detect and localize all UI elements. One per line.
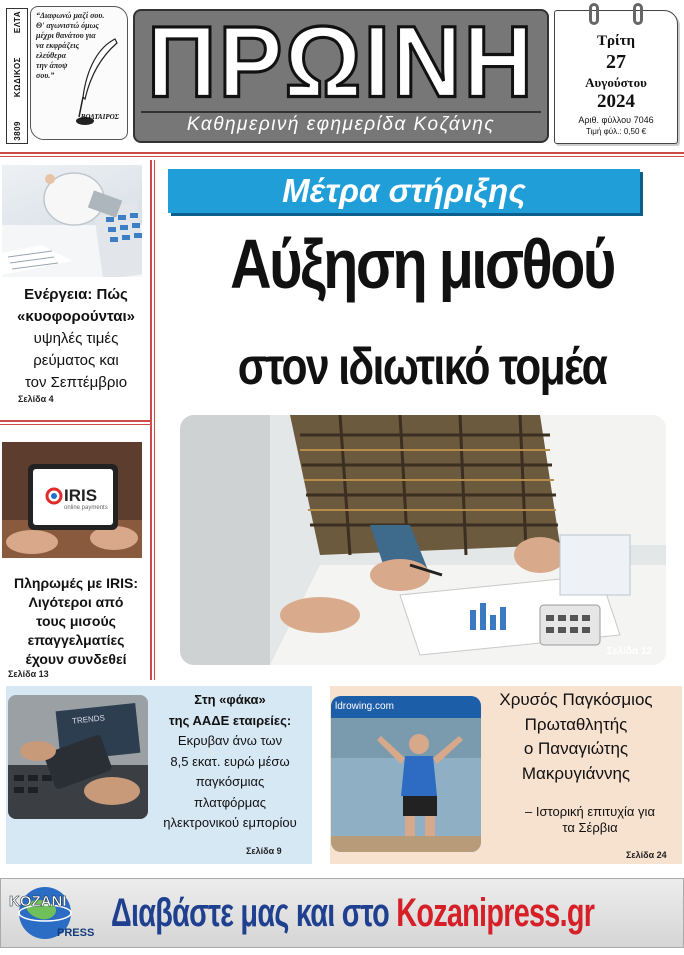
energy-headline-line: Ενέργεια: Πώς — [24, 286, 128, 303]
aade-headline-line: της ΑΑΔΕ εταιρείες: — [168, 712, 292, 728]
rower-headline-line: Χρυσός Παγκόσμιος — [499, 690, 653, 709]
energy-photo — [2, 165, 142, 277]
page-reference: Σελίδα 13 — [8, 669, 49, 679]
energy-headline-line: υψηλές τιμές — [33, 330, 119, 347]
calendar-ring-icon — [589, 3, 599, 25]
calendar-ring-icon — [633, 3, 643, 25]
voltaire-quote: “Διαφωνώ μαζί σου. Θ' αγωνιστώ όμως μέχρι θανάτου για να εκφράζεις ελεύθερα την άποψ σου.” — [36, 11, 105, 80]
page-reference: Σελίδα 9 — [246, 846, 282, 856]
page-reference: Σελίδα 24 — [626, 850, 667, 860]
issue-number: Αριθ. φύλλου 7046 — [578, 115, 654, 125]
weekday: Τρίτη — [596, 33, 636, 49]
iris-brand: IRIS — [64, 486, 98, 505]
card-screen-label: TRENDS — [71, 713, 106, 726]
newspaper-subtitle: Καθημερινή εφημερίδα Κοζάνης — [141, 111, 541, 137]
main-kicker: Μέτρα στήριξης — [168, 169, 640, 213]
logo-top-text: KOZANI — [9, 893, 67, 910]
kozanipress-logo — [7, 883, 103, 943]
aade-headline-line: ηλεκτρονικού εμπορίου — [163, 815, 297, 830]
page-reference: Σελίδα 4 — [18, 394, 54, 404]
main-headline: Αύξηση μισθού — [230, 225, 614, 303]
iris-headline-line: τους μισούς — [36, 613, 116, 629]
divider — [0, 156, 684, 157]
day-number: 27 — [606, 51, 626, 73]
quote-author: ΒΟΛΤΑΙΡΟΣ — [80, 113, 119, 121]
date-calendar — [554, 10, 678, 144]
rower-photo — [331, 696, 481, 852]
postal-code-strip — [6, 8, 28, 144]
iris-headline-line: έχουν συνδεθεί — [25, 651, 127, 667]
rower-headline-line: ο Παναγιώτης — [523, 739, 629, 758]
rower-subheadline — [500, 804, 680, 836]
main-subheadline: στον ιδιωτικό τομέα — [237, 338, 607, 396]
issue-price: Τιμή φύλ.: 0,50 € — [585, 127, 647, 136]
rower-headline-line: Μακρυγιάννης — [521, 763, 631, 783]
voltaire-quote-scroll — [30, 6, 128, 140]
kozanipress-banner[interactable] — [0, 878, 684, 948]
rower-subheadline-line: – Ιστορική επιτυχία για — [525, 804, 655, 819]
code-label: ΚΩΔΙΚΟΣ — [12, 57, 22, 98]
iris-photo — [2, 442, 142, 558]
newspaper-title: ΠΡΩΙΝΗ — [147, 9, 535, 119]
logo-bottom-text: PRESS — [57, 927, 95, 939]
aade-headline — [150, 690, 310, 834]
banner-site-link[interactable]: Kozanipress.gr — [396, 891, 595, 935]
iris-headline-line: Λιγότεροι από — [28, 594, 124, 610]
banner-text-main: Διαβάστε μας και στο — [111, 891, 397, 935]
energy-headline-line: τον Σεπτέμβριο — [24, 374, 128, 391]
divider — [0, 424, 152, 425]
year: 2024 — [597, 91, 635, 112]
aade-headline-line: παγκόσμιας — [195, 774, 265, 789]
energy-headline-line: ρεύματος και — [33, 352, 119, 369]
iris-headline-line: Πληρωμές με IRIS: — [14, 575, 138, 591]
iris-headline-line: επαγγελματίες — [27, 632, 125, 648]
main-photo — [180, 415, 666, 665]
rower-headline — [470, 688, 682, 786]
iris-story — [0, 574, 152, 679]
masthead — [133, 9, 549, 143]
aade-headline-line: πλατφόρμας — [193, 794, 267, 810]
rower-subheadline-line: τα Σέρβια — [562, 820, 618, 835]
rower-banner-text: ldrowing.com — [335, 701, 394, 712]
energy-headline-line: «κυοφορούνται» — [16, 308, 135, 325]
elta-label: ΕΛΤΑ — [12, 11, 22, 34]
aade-headline-line: 8,5 εκατ. ευρώ μέσω — [170, 753, 290, 769]
divider — [154, 160, 155, 680]
aade-headline-line: Στη «φάκα» — [194, 692, 266, 707]
divider — [0, 420, 152, 422]
divider — [0, 152, 684, 154]
rower-headline-line: Πρωταθλητής — [524, 714, 628, 734]
page-reference: Σελίδα 12 — [606, 646, 652, 657]
aade-headline-line: Εκρυβαν άνω των — [177, 733, 283, 748]
energy-story — [0, 284, 152, 404]
month: Αυγούστου — [585, 75, 647, 90]
card-payment-photo — [8, 695, 148, 819]
code-number: 3809 — [12, 121, 22, 141]
iris-tagline: online payments — [64, 505, 108, 511]
banner-text — [111, 885, 594, 941]
